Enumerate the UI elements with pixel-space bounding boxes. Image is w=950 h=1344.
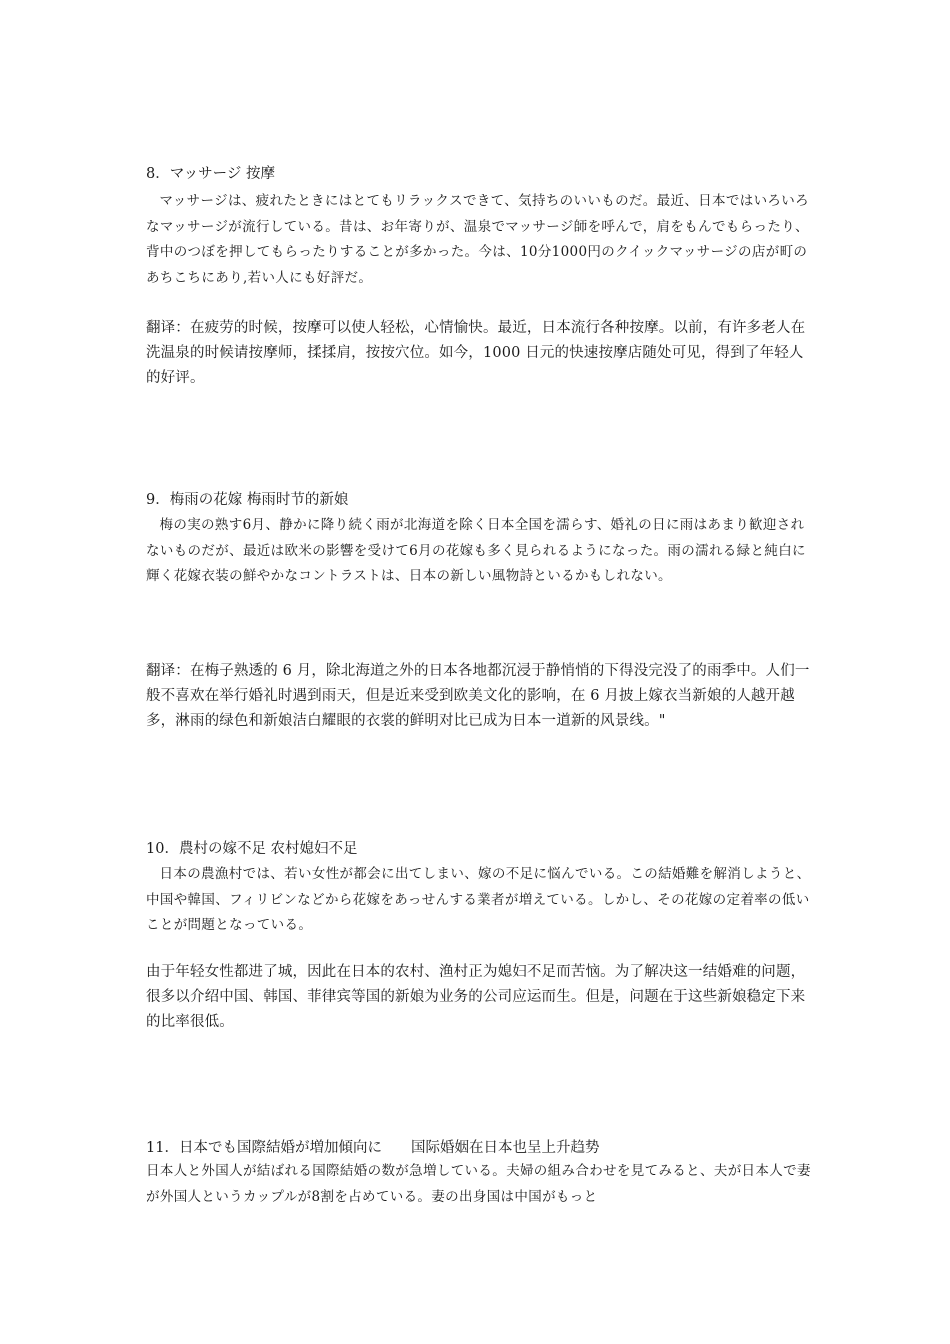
- japanese-paragraph: 梅の実の熟す6月、静かに降り続く雨が北海道を除く日本全国を濡らす、婚礼の日に雨はあまり歓迎されないものだが、最近は欧米の影響を受けて6月の花嫁も多く見られるようになった。雨の濡れる緑と純白に輝く花嫁衣装の鮮やかなコントラストは、日本の新しい風物詩といるかもしれない。: [146, 517, 806, 584]
- section-11: [146, 1137, 816, 1210]
- translation-paragraph: 翻译：在梅子熟透的 6 月，除北海道之外的日本各地都沉浸于静悄悄的下得没完没了的雨季中。人们一般不喜欢在举行婚礼时遇到雨天，但是近来受到欧美文化的影响，在 6 月披上嫁衣当新娘的人越开越多，淋雨的绿色和新娘洁白耀眼的衣裳的鲜明对比已成为日本一道新的风景线。": [146, 663, 810, 729]
- section-heading: 11．日本でも国際結婚が増加傾向に 国际婚姻在日本也呈上升趋势: [146, 1140, 600, 1156]
- section-9: [146, 489, 816, 729]
- section-heading: 8．マッサージ 按摩: [146, 166, 275, 182]
- section-10: [146, 838, 816, 1035]
- japanese-paragraph: 日本人と外国人が結ばれる国際結婚の数が急増している。夫婦の組み合わせを見てみると、夫が日本人で妻が外国人というカップルが8割を占めている。妻の出身国は中国がもっと: [146, 1163, 811, 1205]
- section-heading: 9．梅雨の花嫁 梅雨时节的新娘: [146, 492, 349, 508]
- translation-paragraph: 翻译：在疲劳的时候，按摩可以使人轻松，心情愉快。最近，日本流行各种按摩。以前，有许多老人在洗温泉的时候请按摩师，揉揉肩，按按穴位。如今，1000 日元的快速按摩店随处可见，得到了年轻人的好评。: [146, 320, 806, 386]
- japanese-paragraph: 日本の農漁村では、若い女性が都会に出てしまい、嫁の不足に悩んでいる。この結婚難を解消しようと、中国や韓国、フィリビンなどから花嫁をあっせんする業者が増えている。しかし、その花嫁の定着率の低いことが問題となっている。: [146, 866, 811, 933]
- japanese-paragraph: マッサージは、疲れたときにはとてもリラックスできて、気持ちのいいものだ。最近、日本ではいろいろなマッサージが流行している。昔は、お年寄りが、温泉でマッサージ師を呼んで，肩をもんでもらったり、背中のつぼを押してもらったりすることが多かった。今は、10分1000円のクイックマッサージの店が町のあちこちにあり,若い人にも好評だ。: [146, 193, 809, 286]
- translation-paragraph: 由于年轻女性都进了城，因此在日本的农村、渔村正为媳妇不足而苦恼。为了解决这一结婚难的问题，很多以介绍中国、韩国、菲律宾等国的新娘为业务的公司应运而生。但是，问题在于这些新娘稳定下来的比率很低。: [146, 963, 806, 1030]
- section-heading: 10．農村の嫁不足 农村媳妇不足: [146, 841, 358, 857]
- section-8: [146, 163, 816, 391]
